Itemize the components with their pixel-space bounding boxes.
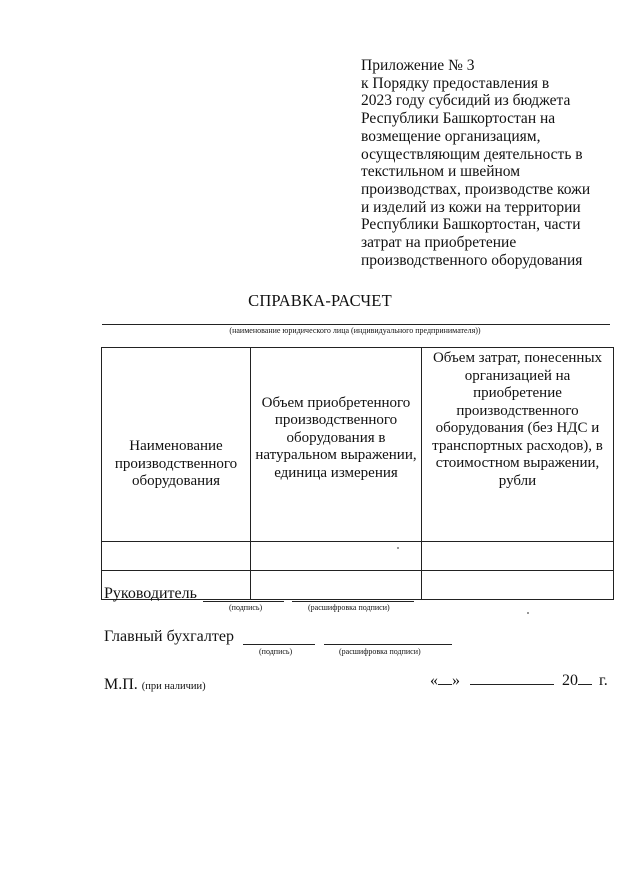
stamp-place <box>104 676 206 694</box>
head-decode-line[interactable] <box>292 601 414 602</box>
table-cell[interactable] <box>422 542 614 571</box>
date-suffix: г. <box>599 672 608 689</box>
annex-line: Приложение № 3 <box>361 57 475 74</box>
date-year-prefix: 20 <box>562 672 578 689</box>
head-signature-line[interactable] <box>203 601 284 602</box>
accountant-label: Главный бухгалтер <box>104 628 234 645</box>
accountant-signature-caption: (подпись) <box>259 647 293 656</box>
annex-block <box>361 57 623 269</box>
head-label: Руководитель <box>104 585 197 602</box>
scan-speck <box>527 612 529 614</box>
annex-line: производственного оборудования <box>361 251 583 269</box>
table-row <box>102 542 614 571</box>
annex-line: возмещение организациям, <box>361 127 541 145</box>
scan-speck <box>397 547 399 549</box>
calculation-table <box>101 347 614 600</box>
entity-name-line <box>102 324 610 325</box>
annex-line: Республики Башкортостан на <box>361 110 556 128</box>
annex-line: и изделий из кожи на территории <box>361 198 581 216</box>
table-header-row <box>102 348 614 542</box>
stamp-label: М.П. <box>104 676 138 693</box>
annex-line: затрат на приобретение <box>361 234 517 252</box>
accountant-decode-caption: (расшифровка подписи) <box>339 647 421 656</box>
date-field <box>430 671 608 690</box>
table-cell[interactable] <box>422 571 614 600</box>
accountant-signature-line[interactable] <box>243 644 315 645</box>
table-cell[interactable] <box>102 542 251 571</box>
header-equipment-volume: Объем приобретенного производственного оборудования в натуральном выражении, единица измерения <box>251 348 422 542</box>
date-open-quote: « <box>430 672 438 689</box>
annex-line: к Порядку предоставления в <box>361 74 550 92</box>
annex-line: текстильном и швейном <box>361 163 521 181</box>
annex-line: осуществляющим деятельность в <box>361 145 583 163</box>
accountant-decode-line[interactable] <box>324 644 452 645</box>
annex-line: Республики Башкортостан, части <box>361 216 581 234</box>
header-costs: Объем затрат, понесенных организацией на приобретение производственного оборудования (без НДС и транспортных расходов), в стоимостном выражении, рубли <box>422 348 614 542</box>
stamp-note: (при наличии) <box>141 681 206 692</box>
head-decode-caption: (расшифровка подписи) <box>308 603 390 612</box>
annex-line: 2023 году субсидий из бюджета <box>361 92 571 110</box>
table-cell[interactable] <box>251 542 422 571</box>
date-day-blank[interactable] <box>438 671 452 685</box>
document-title: СПРАВКА-РАСЧЕТ <box>248 291 392 310</box>
table-cell[interactable] <box>251 571 422 600</box>
date-close-quote: » <box>452 672 460 689</box>
date-month-blank[interactable] <box>470 671 554 685</box>
head-signature-caption: (подпись) <box>229 603 263 612</box>
annex-line: производствах, производстве кожи <box>361 180 591 198</box>
date-year-blank[interactable] <box>578 671 592 685</box>
entity-name-caption: (наименование юридического лица (индивидуального предпринимателя)) <box>229 326 481 335</box>
header-equipment-name: Наименование производственного оборудования <box>102 348 251 542</box>
